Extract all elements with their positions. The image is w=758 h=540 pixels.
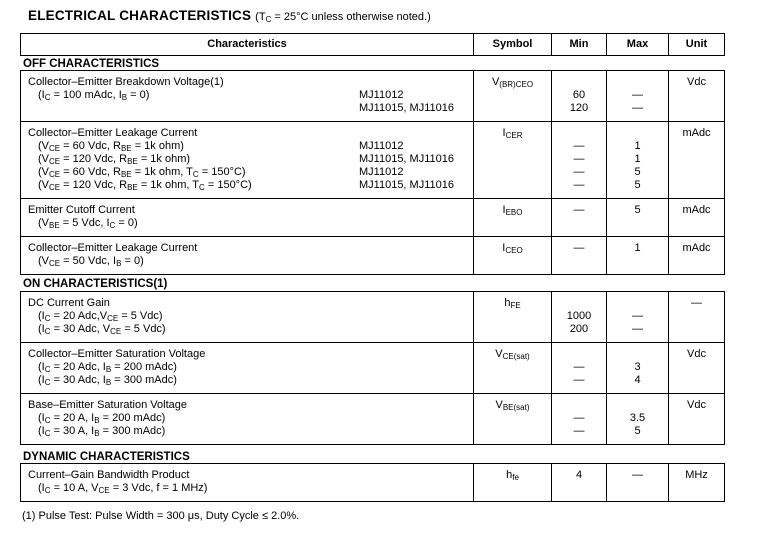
max-value [607, 399, 668, 412]
max-value: 5 [634, 179, 641, 191]
max-cell [606, 71, 668, 121]
max-value: 3.5 [629, 412, 646, 424]
max-value [607, 297, 668, 310]
characteristic-title: Collector–Emitter Leakage Current [28, 242, 198, 254]
max-cell [606, 122, 668, 198]
min-value: 120 [569, 102, 589, 114]
unit-value: mAdc [682, 242, 711, 254]
unit-cell [668, 292, 724, 342]
min-cell [551, 71, 606, 121]
unit-value: Vdc [687, 348, 706, 360]
unit-cell [668, 122, 724, 198]
characteristics-cell [21, 122, 473, 198]
col-header-min: Min [551, 34, 606, 55]
symbol-cell [473, 464, 551, 501]
condition-text: ($I_C = 20$ A, $I_B = 200$ mAdc) [38, 412, 166, 425]
max-value [607, 76, 668, 89]
symbol-value: $V_{CE(sat)}$ [495, 348, 530, 361]
symbol-value: $V_{(BR)CEO}$ [491, 76, 534, 89]
min-cell [551, 237, 606, 274]
characteristic-title: Collector–Emitter Saturation Voltage [28, 348, 206, 360]
device-label: MJ11012 [359, 166, 404, 178]
max-cell [606, 237, 668, 274]
table-row-gain-bandwidth [21, 464, 724, 501]
min-value: — [573, 153, 585, 165]
unit-cell [668, 199, 724, 236]
condition-text: ($V_{CE} = 60$ Vdc, $R_{BE} = 1k$ ohm) [38, 140, 184, 153]
table-header-box [20, 33, 725, 56]
device-label: MJ11015, MJ11016 [359, 102, 454, 114]
min-value: — [573, 412, 585, 424]
min-cell [551, 292, 606, 342]
max-value: — [632, 89, 643, 101]
characteristics-cell [21, 343, 473, 393]
table-row-dc-current-gain [21, 292, 724, 342]
max-value: 3 [634, 361, 641, 373]
symbol-value: $V_{BE(sat)}$ [495, 399, 530, 412]
max-cell [606, 292, 668, 342]
table-row-emitter-cutoff [21, 198, 724, 236]
min-cell [551, 343, 606, 393]
max-value: 5 [634, 425, 641, 437]
max-cell [606, 343, 668, 393]
section-heading-off: OFF CHARACTERISTICS [23, 58, 160, 70]
unit-value: MHz [685, 469, 708, 481]
min-value: — [573, 361, 585, 373]
min-value: — [573, 140, 585, 152]
max-value: 1 [634, 242, 641, 254]
min-value: — [573, 204, 585, 216]
min-value: 1000 [566, 310, 592, 322]
col-header-max: Max [606, 34, 668, 55]
min-value: 4 [575, 469, 583, 481]
symbol-cell [473, 394, 551, 444]
col-header-characteristics: Characteristics [207, 38, 287, 50]
min-cell [551, 199, 606, 236]
symbol-cell [473, 237, 551, 274]
characteristic-title: Collector–Emitter Breakdown Voltage(1) [28, 76, 224, 88]
max-value: 1 [634, 140, 641, 152]
page-title-note: ($T_C = 25^\circ C$ unless otherwise noted.) [255, 11, 431, 24]
max-value: — [632, 102, 643, 114]
unit-value: mAdc [682, 127, 711, 139]
max-cell [606, 394, 668, 444]
symbol-value: $h_{FE}$ [504, 297, 521, 310]
symbol-value: $I_{CEO}$ [502, 242, 523, 255]
table-row-breakdown-voltage [21, 71, 724, 121]
condition-text: ($I_C = 30$ Adc, $V_{CE} = 5$ Vdc) [38, 323, 166, 336]
max-value: 4 [634, 374, 641, 386]
symbol-value: $I_{CER}$ [502, 127, 523, 140]
max-cell [606, 464, 668, 501]
characteristic-title: DC Current Gain [28, 297, 110, 309]
unit-cell [668, 237, 724, 274]
symbol-cell [473, 343, 551, 393]
device-label: MJ11015, MJ11016 [359, 179, 454, 191]
symbol-cell [473, 71, 551, 121]
characteristics-cell [21, 237, 473, 274]
max-value [607, 348, 668, 361]
min-cell [551, 394, 606, 444]
unit-value: Vdc [687, 399, 706, 411]
table-header-row [21, 34, 724, 55]
condition-text: ($V_{CE} = 120$ Vdc, $R_{BE} = 1k$ ohm, $T_C = 150^\circ C$) [38, 179, 252, 192]
condition-text: ($I_C = 20$ Adc, $I_B = 200$ mAdc) [38, 361, 177, 374]
min-value: — [573, 374, 585, 386]
min-value [552, 348, 606, 361]
table-row-be-saturation [21, 393, 724, 444]
min-value: — [573, 179, 585, 191]
device-label: MJ11015, MJ11016 [359, 153, 454, 165]
condition-text: ($V_{BE} = 5$ Vdc, $I_C = 0$) [38, 217, 138, 230]
max-value [607, 127, 668, 140]
section-table-on [20, 291, 725, 445]
table-row-cer-leakage [21, 121, 724, 198]
section-table-off [20, 70, 725, 275]
min-value: 200 [569, 323, 589, 335]
table-row-ce-saturation [21, 342, 724, 393]
characteristics-cell [21, 464, 473, 501]
min-cell [551, 122, 606, 198]
max-value: 5 [634, 166, 641, 178]
symbol-value: $I_{EBO}$ [502, 204, 523, 217]
min-value: 60 [572, 89, 586, 101]
col-header-unit: Unit [668, 34, 724, 55]
condition-text: ($I_C = 20$ $Adc,V_{CE} = 5$ Vdc) [38, 310, 163, 323]
symbol-cell [473, 122, 551, 198]
min-cell [551, 464, 606, 501]
unit-value: Vdc [687, 76, 706, 88]
max-value: — [632, 310, 643, 322]
characteristic-title: Emitter Cutoff Current [28, 204, 135, 216]
min-value: — [573, 242, 585, 254]
characteristic-title: Base–Emitter Saturation Voltage [28, 399, 187, 411]
max-value: — [632, 469, 643, 481]
condition-text: ($V_{CE} = 120$ Vdc, $R_{BE} = 1k$ ohm) [38, 153, 191, 166]
min-value [552, 127, 606, 140]
characteristics-cell [21, 394, 473, 444]
max-cell [606, 199, 668, 236]
page-title [28, 8, 431, 23]
symbol-cell [473, 292, 551, 342]
min-value [552, 76, 606, 89]
section-heading-on: ON CHARACTERISTICS(1) [23, 278, 168, 290]
page-title-main: ELECTRICAL CHARACTERISTICS [28, 8, 252, 23]
characteristics-cell [21, 71, 473, 121]
device-label: MJ11012 [359, 140, 404, 152]
characteristic-title: Current–Gain Bandwidth Product [28, 469, 190, 481]
max-value: 5 [634, 204, 641, 216]
unit-cell [668, 343, 724, 393]
unit-cell [668, 71, 724, 121]
min-value: — [573, 425, 585, 437]
symbol-value: $h_{fe}$ [506, 469, 519, 482]
characteristic-title: Collector–Emitter Leakage Current [28, 127, 198, 139]
min-value: — [573, 166, 585, 178]
unit-cell [668, 464, 724, 501]
table-row-ceo-leakage [21, 236, 724, 274]
unit-value: — [691, 297, 702, 309]
condition-text: ($I_C = 30$ Adc, $I_B = 300$ mAdc) [38, 374, 177, 387]
max-value: — [632, 323, 643, 335]
unit-cell [668, 394, 724, 444]
symbol-cell [473, 199, 551, 236]
min-value [552, 297, 606, 310]
unit-value: mAdc [682, 204, 711, 216]
characteristics-cell [21, 199, 473, 236]
condition-text: ($I_C = 30$ A, $I_B = 300$ mAdc) [38, 425, 166, 438]
condition-text: ($I_C = 10$ A, $V_{CE} = 3$ Vdc, f = 1 MHz) [38, 482, 208, 495]
col-header-symbol: Symbol [473, 34, 551, 55]
section-table-dynamic [20, 463, 725, 502]
condition-text: ($V_{CE} = 50$ Vdc, $I_B = 0$) [38, 255, 144, 268]
characteristics-cell [21, 292, 473, 342]
max-value: 1 [634, 153, 641, 165]
condition-text: ($I_C = 100$ mAdc, $I_B = 0$) [38, 89, 150, 102]
condition-text: ($V_{CE} = 60$ Vdc, $R_{BE} = 1k$ ohm, $T_C = 150^\circ C$) [38, 166, 246, 179]
footnote: (1) Pulse Test: Pulse Width = 300 μs, Duty Cycle ≤ 2.0%. [22, 510, 300, 522]
min-value [552, 399, 606, 412]
section-heading-dynamic: DYNAMIC CHARACTERISTICS [23, 451, 190, 463]
device-label: MJ11012 [359, 89, 404, 101]
